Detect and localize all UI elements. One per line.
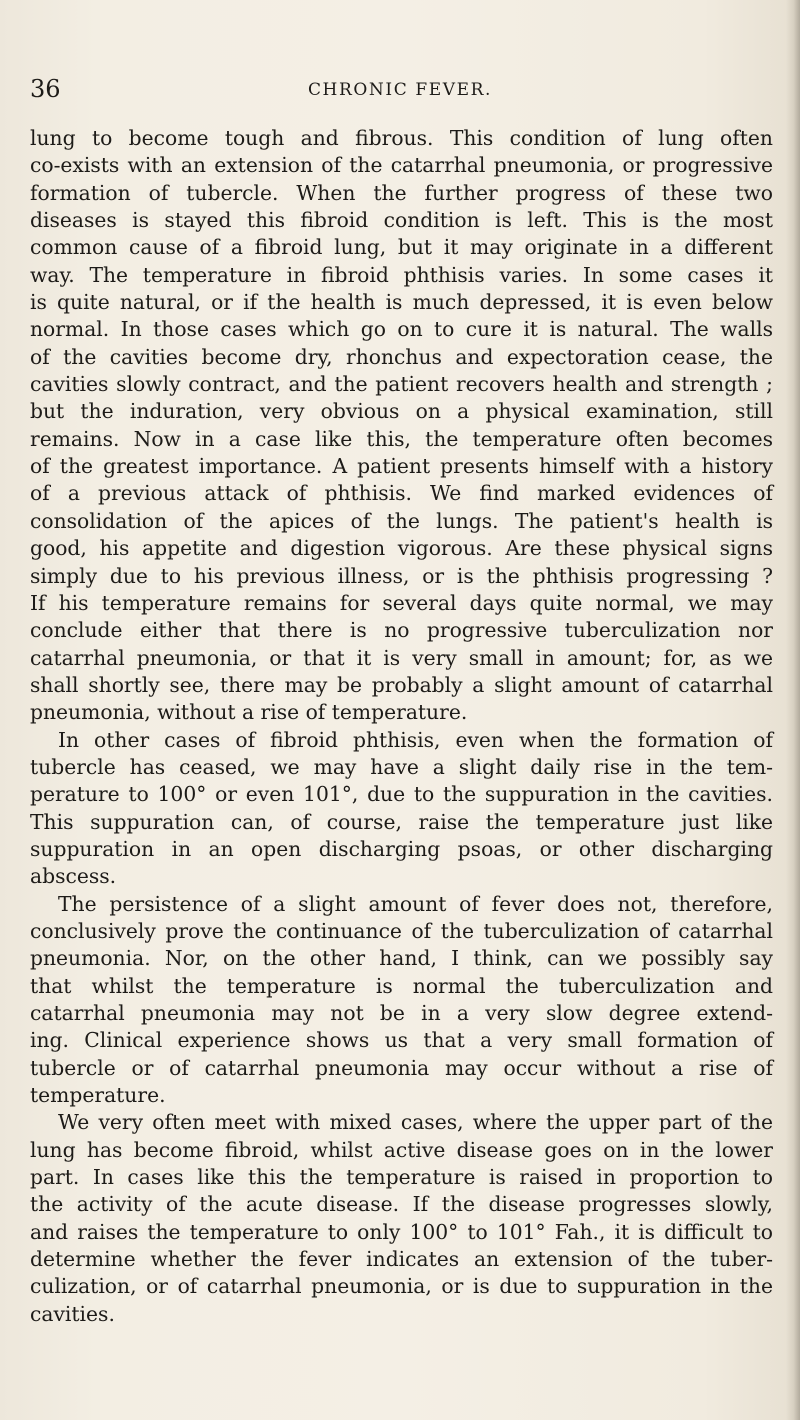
text-line: shall shortly see, there may be probably a slight amount of catarrhal [30,672,773,697]
page-number: 36 [30,75,61,103]
text-line: of the cavities become dry, rhonchus and expectoration cease, the [30,344,773,369]
text-line: ing. Clinical experience shows us that a very small formation of [30,1028,773,1053]
text-line: The persistence of a slight amount of fever does not, therefore, [58,891,773,916]
text-line: If his temperature remains for several days quite normal, we may [30,590,773,615]
text-line: simply due to his previous illness, or is the phthisis progressing ? [30,563,773,588]
text-line: This suppuration can, of course, raise the temperature just like [30,809,773,834]
text-line: pneumonia, without a rise of temperature. [30,700,468,725]
text-line: lung has become fibroid, whilst active disease goes on in the lower [30,1137,773,1162]
text-line: cavities. [30,1301,115,1326]
text-line: and raises the temperature to only 100° to 101° Fah., it is difficult to [30,1219,773,1244]
text-line: We very often meet with mixed cases, where the upper part of the [58,1110,773,1135]
text-line: abscess. [30,864,117,889]
text-line: common cause of a fibroid lung, but it may originate in a different [30,235,773,260]
text-line: cavities slowly contract, and the patient recovers health and strength ; [30,372,773,397]
text-line: lung to become tough and fibrous. This condition of lung often [30,126,773,150]
text-line: co-exists with an extension of the catarrhal pneumonia, or progressive [30,153,773,178]
page-header [30,74,770,108]
text-line: good, his appetite and digestion vigorous. Are these physical signs [30,536,773,561]
text-line: normal. In those cases which go on to cure it is natural. The walls [30,317,773,342]
text-line: way. The temperature in fibroid phthisis varies. In some cases it [30,262,773,287]
text-line: but the induration, very obvious on a physical examination, still [30,399,773,424]
text-line: consolidation of the apices of the lungs. The patient's health is [30,508,773,533]
text-line: conclusively prove the continuance of the tuberculization of catarrhal [30,918,773,943]
text-line: diseases is stayed this fibroid condition is left. This is the most [30,208,773,233]
text-line: of a previous attack of phthisis. We find marked evidences of [30,481,773,506]
text-line: catarrhal pneumonia may not be in a very slow degree extend- [30,1001,773,1025]
text-line: catarrhal pneumonia, or that it is very small in amount; for, as we [30,645,773,670]
text-line: determine whether the fever indicates an extension of the tuber- [30,1247,773,1272]
body-text [30,125,773,1328]
text-line: that whilst the temperature is normal the tuberculization and [30,973,773,998]
text-line: suppuration in an open discharging psoas, or other discharging [30,836,773,861]
running-head: CHRONIC FEVER. [307,80,493,100]
text-line: conclude either that there is no progressive tuberculization nor [30,618,773,643]
text-line: perature to 100° or even 101°, due to the suppuration in the cavities. [30,782,773,807]
text-line: remains. Now in a case like this, the temperature often becomes [30,426,773,451]
text-line: temperature. [30,1083,166,1108]
text-line: the activity of the acute disease. If the disease progresses slowly, [30,1192,773,1217]
text-line: culization, or of catarrhal pneumonia, or is due to suppuration in the [30,1274,773,1299]
text-line: pneumonia. Nor, on the other hand, I think, can we possibly say [30,946,773,971]
text-line: formation of tubercle. When the further progress of these two [30,180,773,205]
text-line: In other cases of fibroid phthisis, even when the formation of [58,727,773,752]
page-edge-shadow [786,0,800,1420]
text-line: is quite natural, or if the health is much depressed, it is even below [30,290,773,315]
text-line: of the greatest importance. A patient presents himself with a history [30,454,773,479]
text-line: tubercle has ceased, we may have a slight daily rise in the tem- [30,754,773,779]
text-line: part. In cases like this the temperature is raised in proportion to [30,1165,773,1190]
text-line: tubercle or of catarrhal pneumonia may occur without a rise of [30,1055,773,1080]
